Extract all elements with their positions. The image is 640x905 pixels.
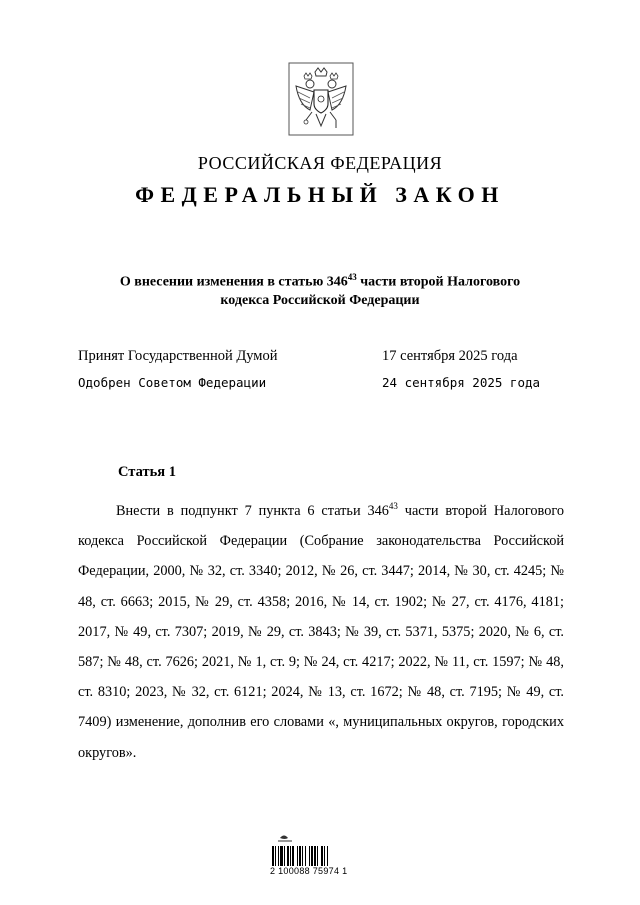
article-text: [78, 496, 564, 768]
country-name: РОССИЙСКАЯ ФЕДЕРАЦИЯ: [197, 153, 443, 173]
adoption-date: 17 сентября 2025 года: [382, 348, 518, 364]
coat-of-arms-icon: [288, 62, 354, 136]
article-text-body: части второй Налогового кодекса Российской Федерации (Собрание законодательства Российской Федерации, 2000, № 32, ст. 3340; 2012, № 26, ст. 3447; 2014, № 30, ст. 4245; № 48, ст. 6663; 2015, № 29, ст. 4358; 2016, № 14, ст. 1902; № 27, ст. 4176, 4181; 2017, № 49, ст. 7307; 2019, № 29, ст. 3843; № 39, ст. 5371, 5375; 2020, № 6, ст. 587; № 48, ст. 7626; 2021, № 1, ст. 9; № 24, ст. 4217; 2022, № 11, ст. 1597; № 48, ст. 8310; 2023, № 32, ст. 6121; 2024, № 13, ст. 1672; № 48, ст. 7195; № 49, ст. 7409) изменение, дополнив его словами «, муниципальных округов, городских округов».: [78, 503, 565, 761]
subject-line2: кодекса Российской Федерации: [220, 292, 420, 308]
subject-line1-suffix: части второй Налогового: [356, 274, 521, 290]
adoption-label: Принят Государственной Думой: [78, 348, 278, 364]
document-type-title: ФЕДЕРАЛЬНЫЙ ЗАКОН: [135, 182, 505, 207]
adoption-label: Одобрен Советом Федерации: [78, 375, 267, 390]
article-text-prefix: Внести в подпункт 7 пункта 6 статьи 346: [116, 503, 389, 519]
law-subject: [80, 268, 560, 310]
barcode: [270, 832, 360, 888]
barcode-number: 2 100088 75974 1: [270, 866, 348, 876]
subject-line1-prefix: О внесении изменения в статью 346: [119, 274, 348, 290]
adoption-date: 24 сентября 2025 года: [382, 375, 541, 390]
article-text-superscript: 43: [388, 501, 398, 512]
subject-superscript: 43: [347, 272, 357, 282]
article-heading: Статья 1: [118, 464, 176, 480]
